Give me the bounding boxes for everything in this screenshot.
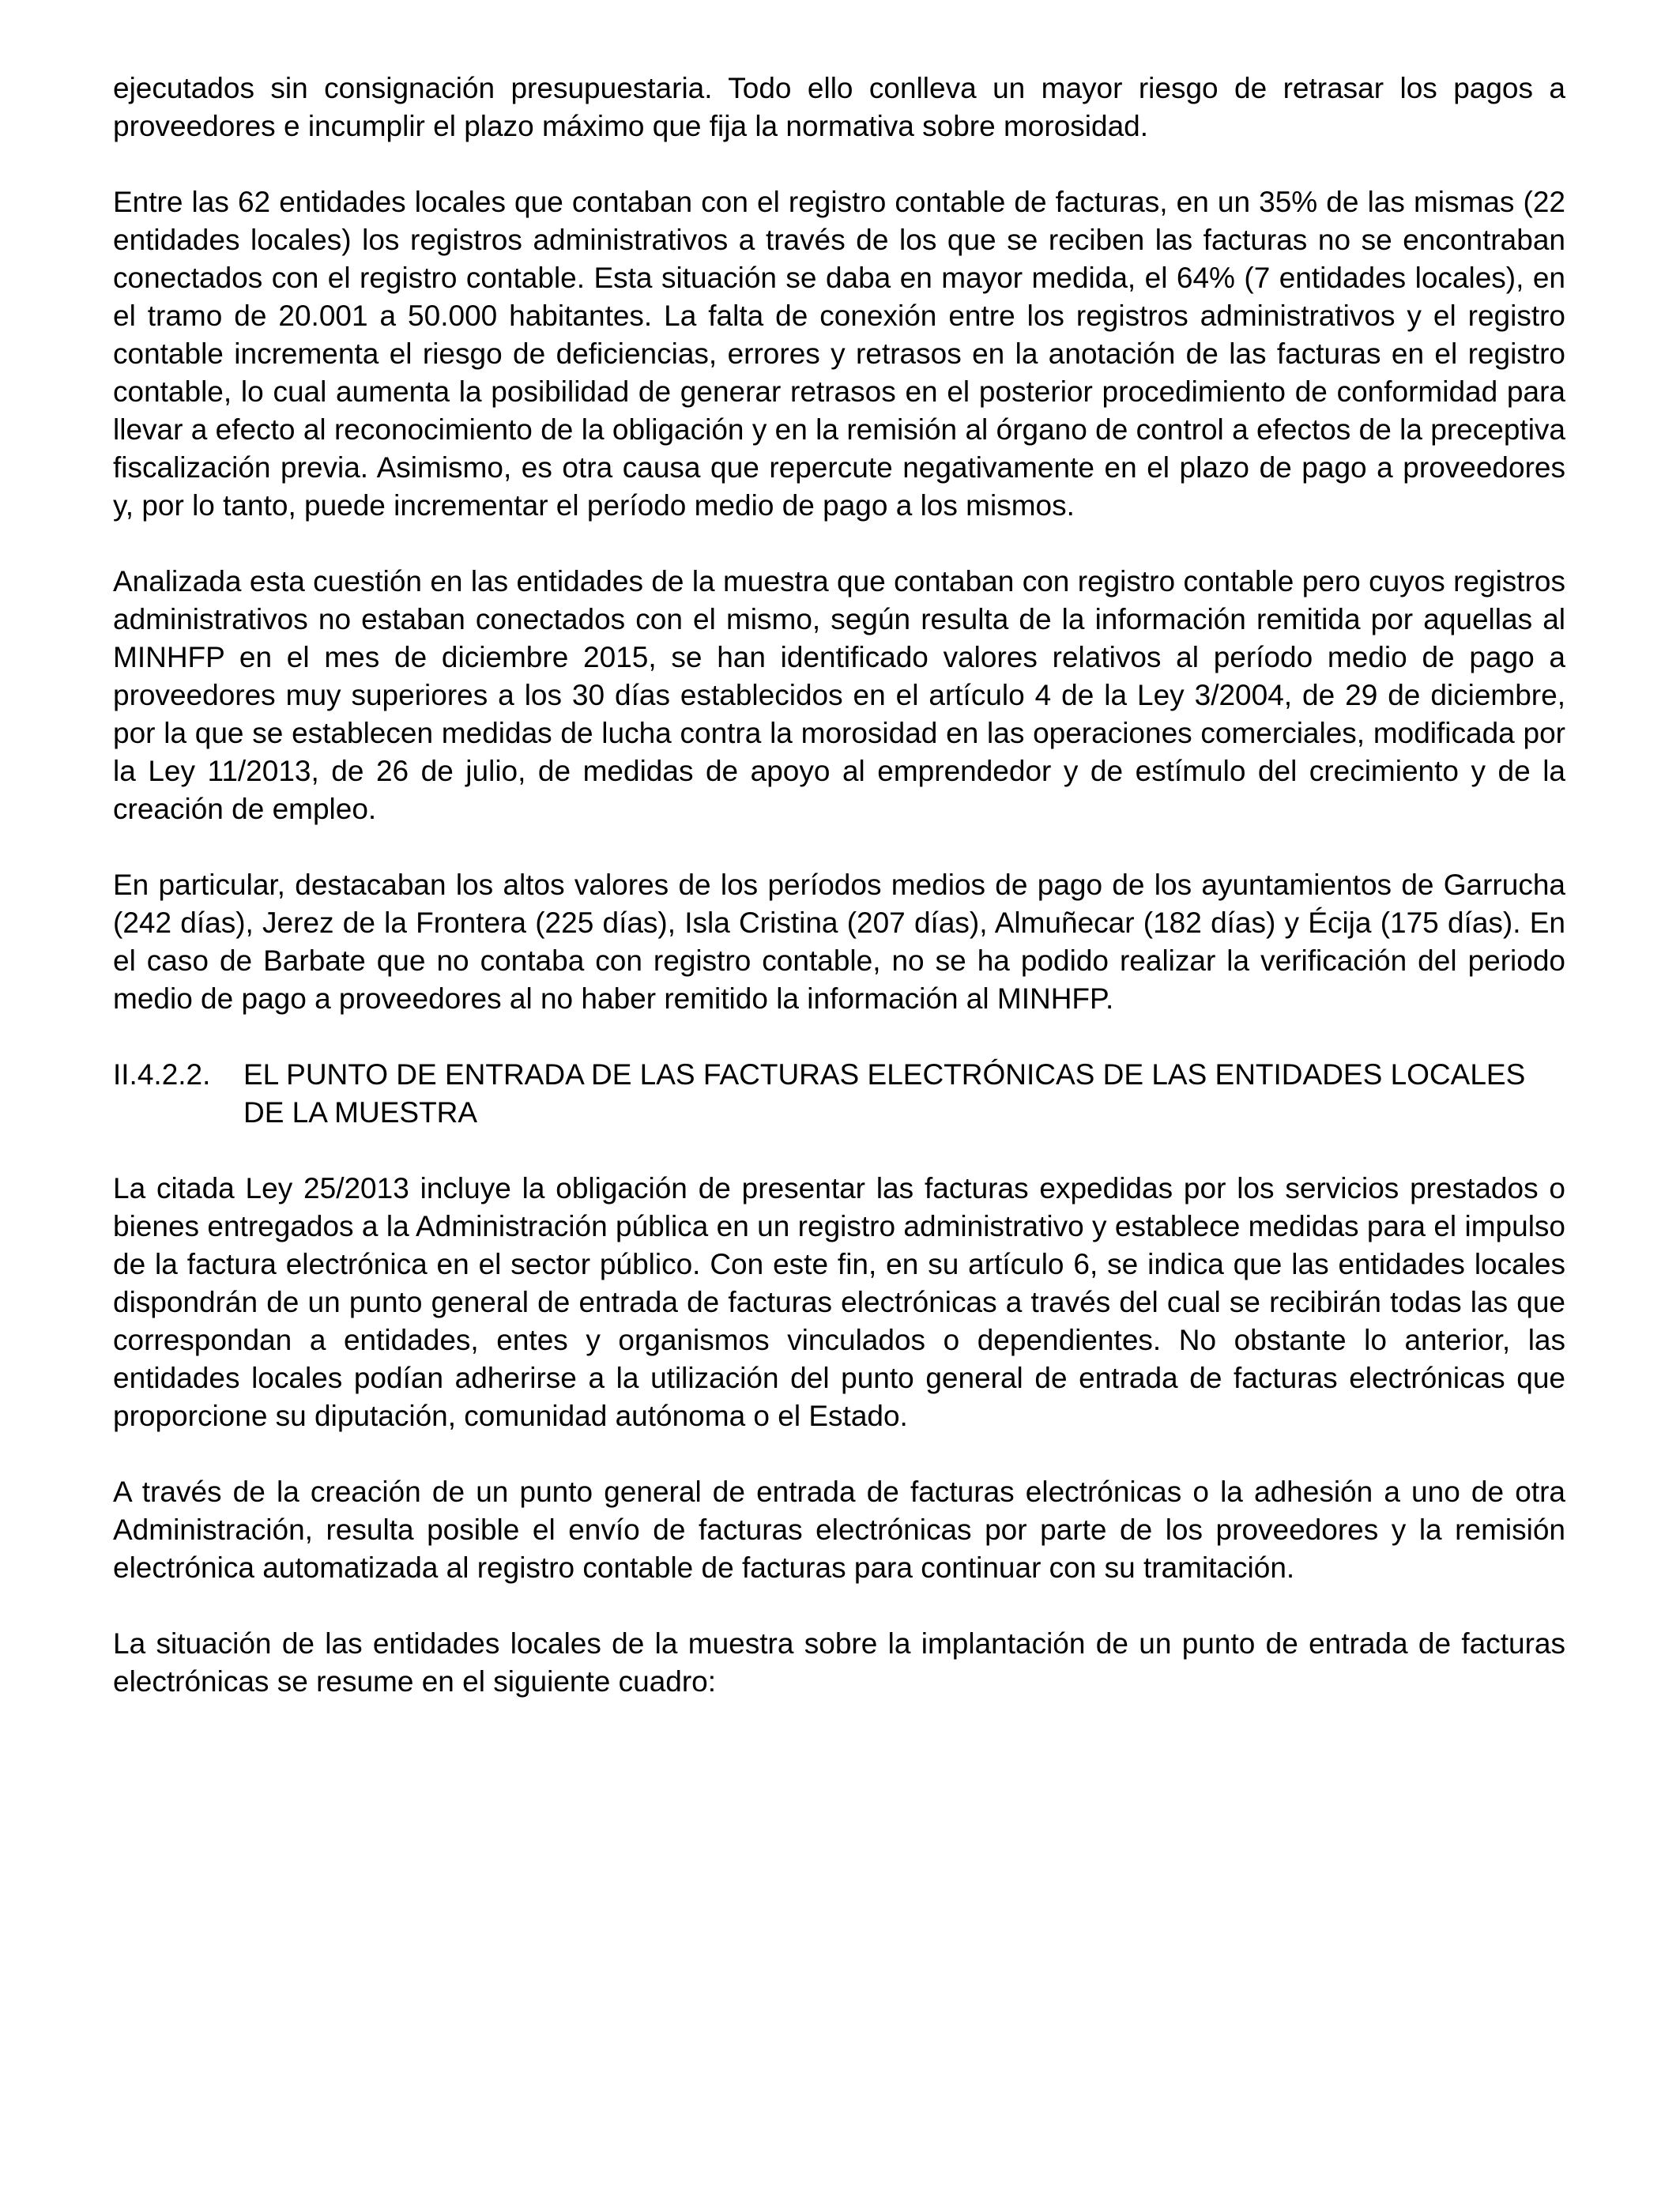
document-page [113, 70, 1565, 1739]
section-heading [113, 1056, 1565, 1132]
section-title: EL PUNTO DE ENTRADA DE LAS FACTURAS ELECTRÓNICAS DE LAS ENTIDADES LOCALES DE LA MUESTRA [243, 1058, 1526, 1129]
section-number: II.4.2.2. [113, 1058, 211, 1091]
paragraph-situacion-cuadro: La situación de las entidades locales de la muestra sobre la implantación de un punto de entrada de facturas electrónicas se resume en el siguiente cuadro: [113, 1627, 1565, 1698]
paragraph-registro-contable: Entre las 62 entidades locales que contaban con el registro contable de facturas, en un 35% de las mismas (22 entidades locales) los registros administrativos a través de los que se reciben las facturas no se encontraban conectados con el registro contable. Esta situación se daba en mayor medida, el 64% (7 entidades locales), en el tramo de 20.001 a 50.000 habitantes. La falta de conexión entre los registros administrativos y el registro contable incrementa el riesgo de deficiencias, errores y retrasos en la anotación de las facturas en el registro contable, lo cual aumenta la posibilidad de generar retrasos en el posterior procedimiento de conformidad para llevar a efecto al reconocimiento de la obligación y en la remisión al órgano de control a efectos de la preceptiva fiscalización previa. Asimismo, es otra causa que repercute negativamente en el plazo de pago a proveedores y, por lo tanto, puede incrementar el período medio de pago a los mismos. [113, 186, 1565, 522]
paragraph-ayuntamientos: En particular, destacaban los altos valores de los períodos medios de pago de los ayuntamientos de Garrucha (242 días), Jerez de la Frontera (225 días), Isla Cristina (207 días), Almuñecar (182 días) y Écija (175 días). En el caso de Barbate que no contaba con registro contable, no se ha podido realizar la verificación del periodo medio de pago a proveedores al no haber remitido la información al MINHFP. [113, 869, 1565, 1015]
paragraph-periodo-medio-pago: Analizada esta cuestión en las entidades de la muestra que contaban con registro contable pero cuyos registros administrativos no estaban conectados con el mismo, según resulta de la información remitida por aquellas al MINHFP en el mes de diciembre 2015, se han identificado valores relativos al período medio de pago a proveedores muy superiores a los 30 días establecidos en el artículo 4 de la Ley 3/2004, de 29 de diciembre, por la que se establecen medidas de lucha contra la morosidad en las operaciones comerciales, modificada por la Ley 11/2013, de 26 de julio, de medidas de apoyo al emprendedor y de estímulo del crecimiento y de la creación de empleo. [113, 565, 1565, 825]
paragraph-ley-25-2013: La citada Ley 25/2013 incluye la obligación de presentar las facturas expedidas por los servicios prestados o bienes entregados a la Administración pública en un registro administrativo y establece medidas para el impulso de la factura electrónica en el sector público. Con este fin, en su artículo 6, se indica que las entidades locales dispondrán de un punto general de entrada de facturas electrónicas a través del cual se recibirán todas las que correspondan a entidades, entes y organismos vinculados o dependientes. No obstante lo anterior, las entidades locales podían adherirse a la utilización del punto general de entrada de facturas electrónicas que proporcione su diputación, comunidad autónoma o el Estado. [113, 1172, 1565, 1432]
paragraph-continuation: ejecutados sin consignación presupuestaria. Todo ello conlleva un mayor riesgo de retrasar los pagos a proveedores e incumplir el plazo máximo que fija la normativa sobre morosidad. [113, 72, 1565, 142]
paragraph-punto-general: A través de la creación de un punto general de entrada de facturas electrónicas o la adhesión a uno de otra Administración, resulta posible el envío de facturas electrónicas por parte de los proveedores y la remisión electrónica automatizada al registro contable de facturas para continuar con su tramitación. [113, 1476, 1565, 1584]
